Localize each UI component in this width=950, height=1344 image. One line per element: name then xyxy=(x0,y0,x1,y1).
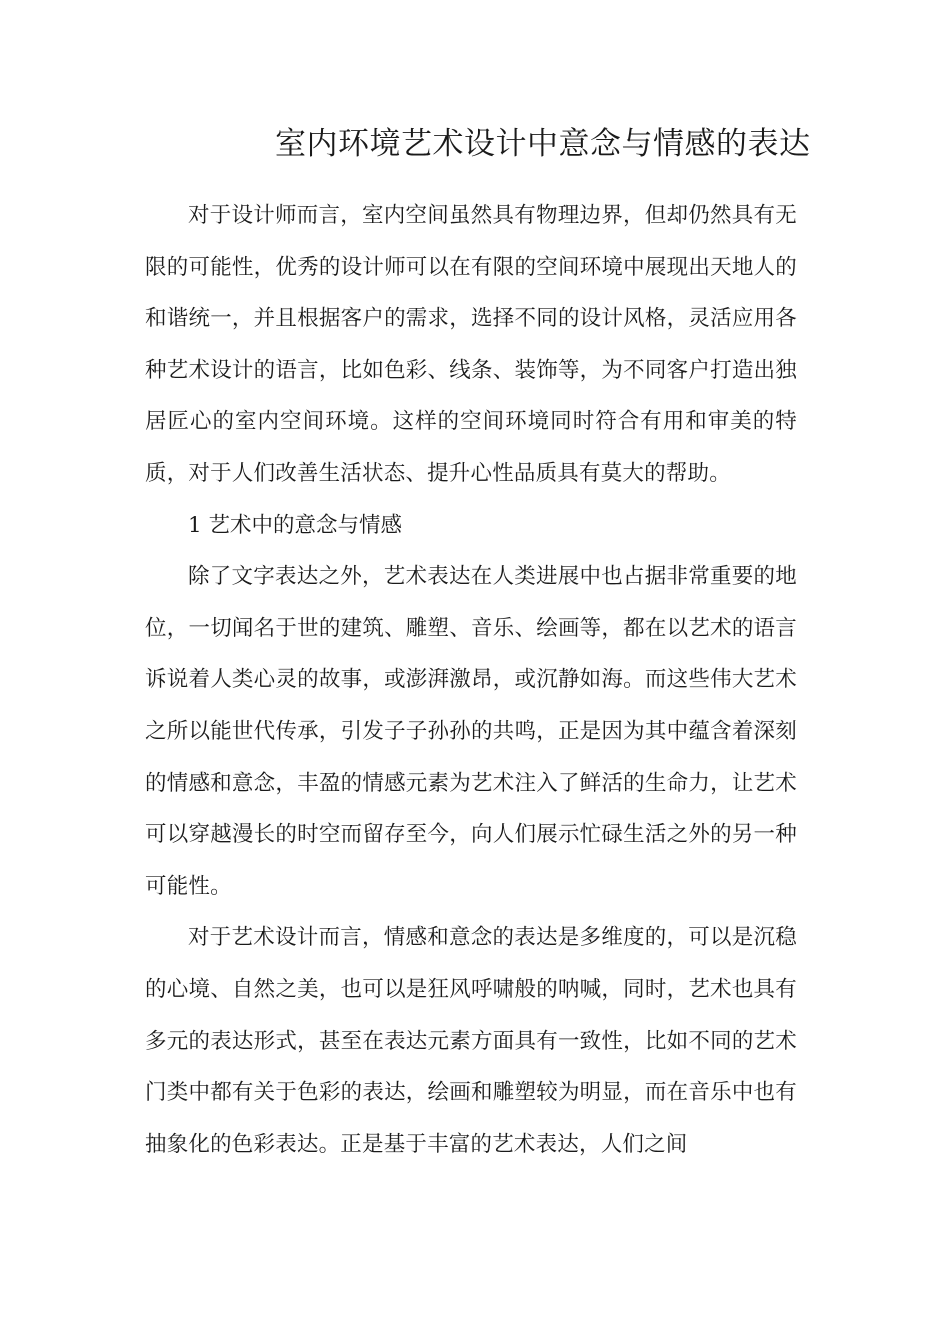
paragraph-art-expression: 除了文字表达之外，艺术表达在人类进展中也占据非常重要的地位，一切闻名于世的建筑、雕塑、音乐、绘画等，都在以艺术的语言诉说着人类心灵的故事，或澎湃激昂，或沉静如海。而这些伟大艺术之所以能世代传承，引发子子孙孙的共鸣，正是因为其中蕴含着深刻的情感和意念，丰盈的情感元素为艺术注入了鲜活的生命力，让艺术可以穿越漫长的时空而留存至今，向人们展示忙碌生活之外的另一种可能性。 xyxy=(145,564,797,899)
paragraph-intro: 对于设计师而言，室内空间虽然具有物理边界，但却仍然具有无限的可能性，优秀的设计师可以在有限的空间环境中展现出天地人的和谐统一，并且根据客户的需求，选择不同的设计风格，灵活应用各种艺术设计的语言，比如色彩、线条、装饰等，为不同客户打造出独居匠心的室内空间环境。这样的空间环境同时符合有用和审美的特质，对于人们改善生活状态、提升心性品质具有莫大的帮助。 xyxy=(145,203,797,486)
document-title: 室内环境艺术设计中意念与情感的表达 xyxy=(275,126,811,162)
document-body xyxy=(145,190,797,1170)
paragraph-art-design: 对于艺术设计而言，情感和意念的表达是多维度的，可以是沉稳的心境、自然之美，也可以是狂风呼啸般的呐喊，同时，艺术也具有多元的表达形式，甚至在表达元素方面具有一致性，比如不同的艺术门类中都有关于色彩的表达，绘画和雕塑较为明显，而在音乐中也有抽象化的色彩表达。正是基于丰富的艺术表达，人们之间 xyxy=(145,925,797,1157)
section-heading: 1 艺术中的意念与情感 xyxy=(188,512,403,538)
